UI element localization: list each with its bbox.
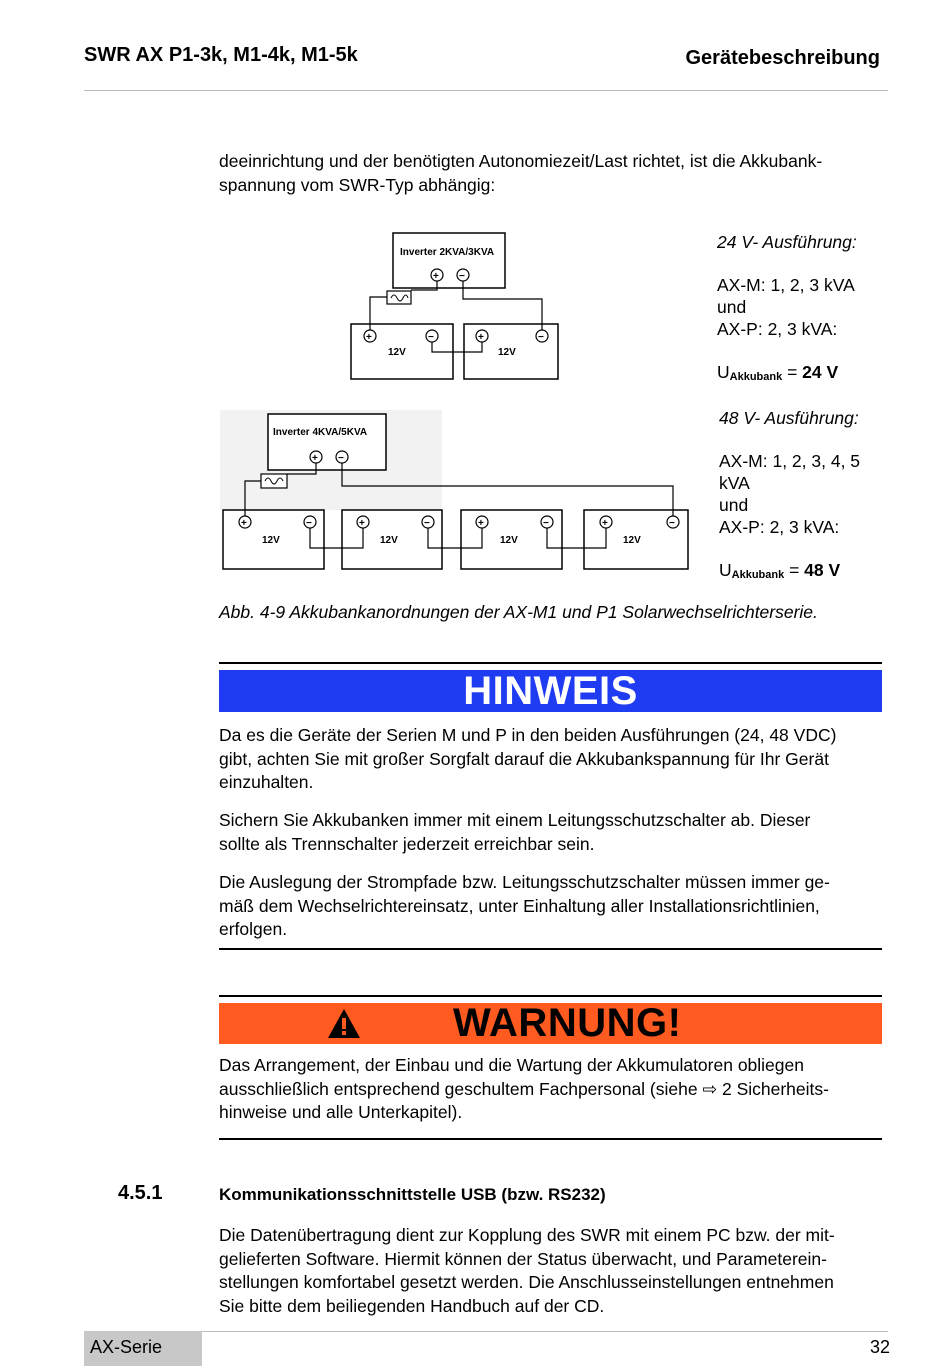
minus-symbol: − [338, 453, 344, 464]
hinweis-bottom-rule [219, 948, 882, 950]
hinweis-paragraph-1: Da es die Geräte der Serien M und P in den beiden Ausführungen (24, 48 VDC) gibt, achten Sie mit großer Sorgfalt darauf die Akkubankspannung für Ihr Gerät einzuhalten. [219, 725, 837, 792]
header-divider [84, 90, 888, 91]
plus-symbol: + [478, 332, 484, 343]
spec-line: kVA [719, 473, 750, 493]
spec-48v [719, 407, 860, 586]
spec-line: und [717, 297, 747, 317]
spec-24v [717, 231, 857, 388]
figure-caption: Abb. 4-9 Akkubankanordnungen der AX-M1 und P1 Solarwechselrichterserie. [219, 602, 818, 622]
intro-paragraph [219, 150, 889, 197]
inverter-box-24v [393, 233, 505, 288]
battery-label: 12V [262, 535, 280, 546]
warnung-top-rule [219, 995, 882, 997]
plus-symbol: + [433, 271, 439, 282]
minus-symbol: − [428, 332, 434, 343]
intro-line: spannung vom SWR-Typ abhängig: [219, 174, 496, 195]
plus-symbol: + [312, 453, 318, 464]
inverter-box-48v [268, 414, 386, 470]
battery-label: 12V [623, 535, 641, 546]
spec-heading: 24 V- Ausführung: [717, 232, 857, 252]
plus-symbol: + [241, 518, 247, 529]
plus-symbol: + [366, 332, 372, 343]
inverter-label-24v: Inverter 2KVA/3KVA [400, 247, 495, 258]
section-paragraph: Die Datenübertragung dient zur Kopplung des SWR mit einem PC bzw. der mit- gelieferten Software. Hiermit können der Status überwacht, und Parameterein- stellungen komfortabel gesetzt werden. Die Anschlusseinstellungen entnehmen Sie bitte dem beiliegenden Handbuch auf der CD. [219, 1225, 835, 1316]
minus-symbol: − [669, 518, 675, 529]
header-document-title: SWR AX P1-3k, M1-4k, M1-5k [84, 44, 358, 66]
intro-line: deeinrichtung und der benötigten Autonomiezeit/Last richtet, ist die Akkubank- [219, 151, 823, 171]
plus-symbol: + [478, 518, 484, 529]
section-title: Kommunikationsschnittstelle USB (bzw. RS232) [219, 1185, 606, 1204]
hinweis-paragraph-2: Sichern Sie Akkubanken immer mit einem Leitungsschutzschalter ab. Dieser sollte als Trennschalter jederzeit erreichbar sein. [219, 810, 811, 854]
warnung-banner [219, 1003, 882, 1044]
plus-symbol: + [602, 518, 608, 529]
minus-symbol: − [543, 518, 549, 529]
footer-divider [202, 1331, 888, 1332]
minus-symbol: − [424, 518, 430, 529]
spec-line: AX-P: 2, 3 kVA: [719, 517, 840, 537]
spec-line: und [719, 495, 749, 515]
header-chapter-title: Gerätebeschreibung [685, 47, 880, 69]
page-number: 32 [869, 1337, 890, 1357]
spec-line: AX-M: 1, 2, 3 kVA [717, 275, 855, 295]
warnung-bottom-rule [219, 1138, 882, 1140]
inverter-label-48v: Inverter 4KVA/5KVA [273, 427, 368, 438]
voltage-formula: $U_{Akkubank} = 24$ V [717, 362, 839, 383]
warnung-title: WARNUNG! [453, 1001, 682, 1045]
fuse-icon [261, 474, 287, 488]
minus-symbol: − [538, 332, 544, 343]
warning-triangle-icon [327, 1008, 361, 1039]
section-number: 4.5.1 [118, 1182, 163, 1204]
spec-heading: 48 V- Ausführung: [719, 408, 859, 428]
hinweis-top-rule [219, 662, 882, 664]
minus-symbol: − [459, 271, 465, 282]
warnung-paragraph: Das Arrangement, der Einbau und die Wartung der Akkumulatoren obliegen ausschließlich entsprechend geschultem Fachpersonal (siehe ⇨ 2 Sicherheits- hinweise und alle Unterkapitel). [219, 1055, 829, 1122]
spec-line: AX-P: 2, 3 kVA: [717, 319, 838, 339]
battery-label: 12V [380, 535, 398, 546]
battery-wiring-diagram [220, 228, 700, 583]
spec-line: AX-M: 1, 2, 3, 4, 5 [719, 451, 861, 471]
plus-symbol: + [359, 518, 365, 529]
battery-label: 12V [500, 535, 518, 546]
battery-label: 12V [388, 347, 406, 358]
hinweis-paragraph-3: Die Auslegung der Strompfade bzw. Leitungsschutzschalter müssen immer ge- mäß dem Wechselrichtereinsatz, unter Einhaltung aller Installationsrichtlinien, erfolgen. [219, 872, 830, 939]
footer-series-label: AX-Serie [90, 1337, 163, 1357]
hinweis-banner: HINWEIS [219, 670, 882, 712]
minus-symbol: − [306, 518, 312, 529]
voltage-formula: $U_{Akkubank} = 48$ V [719, 560, 841, 581]
battery-label: 12V [498, 347, 516, 358]
